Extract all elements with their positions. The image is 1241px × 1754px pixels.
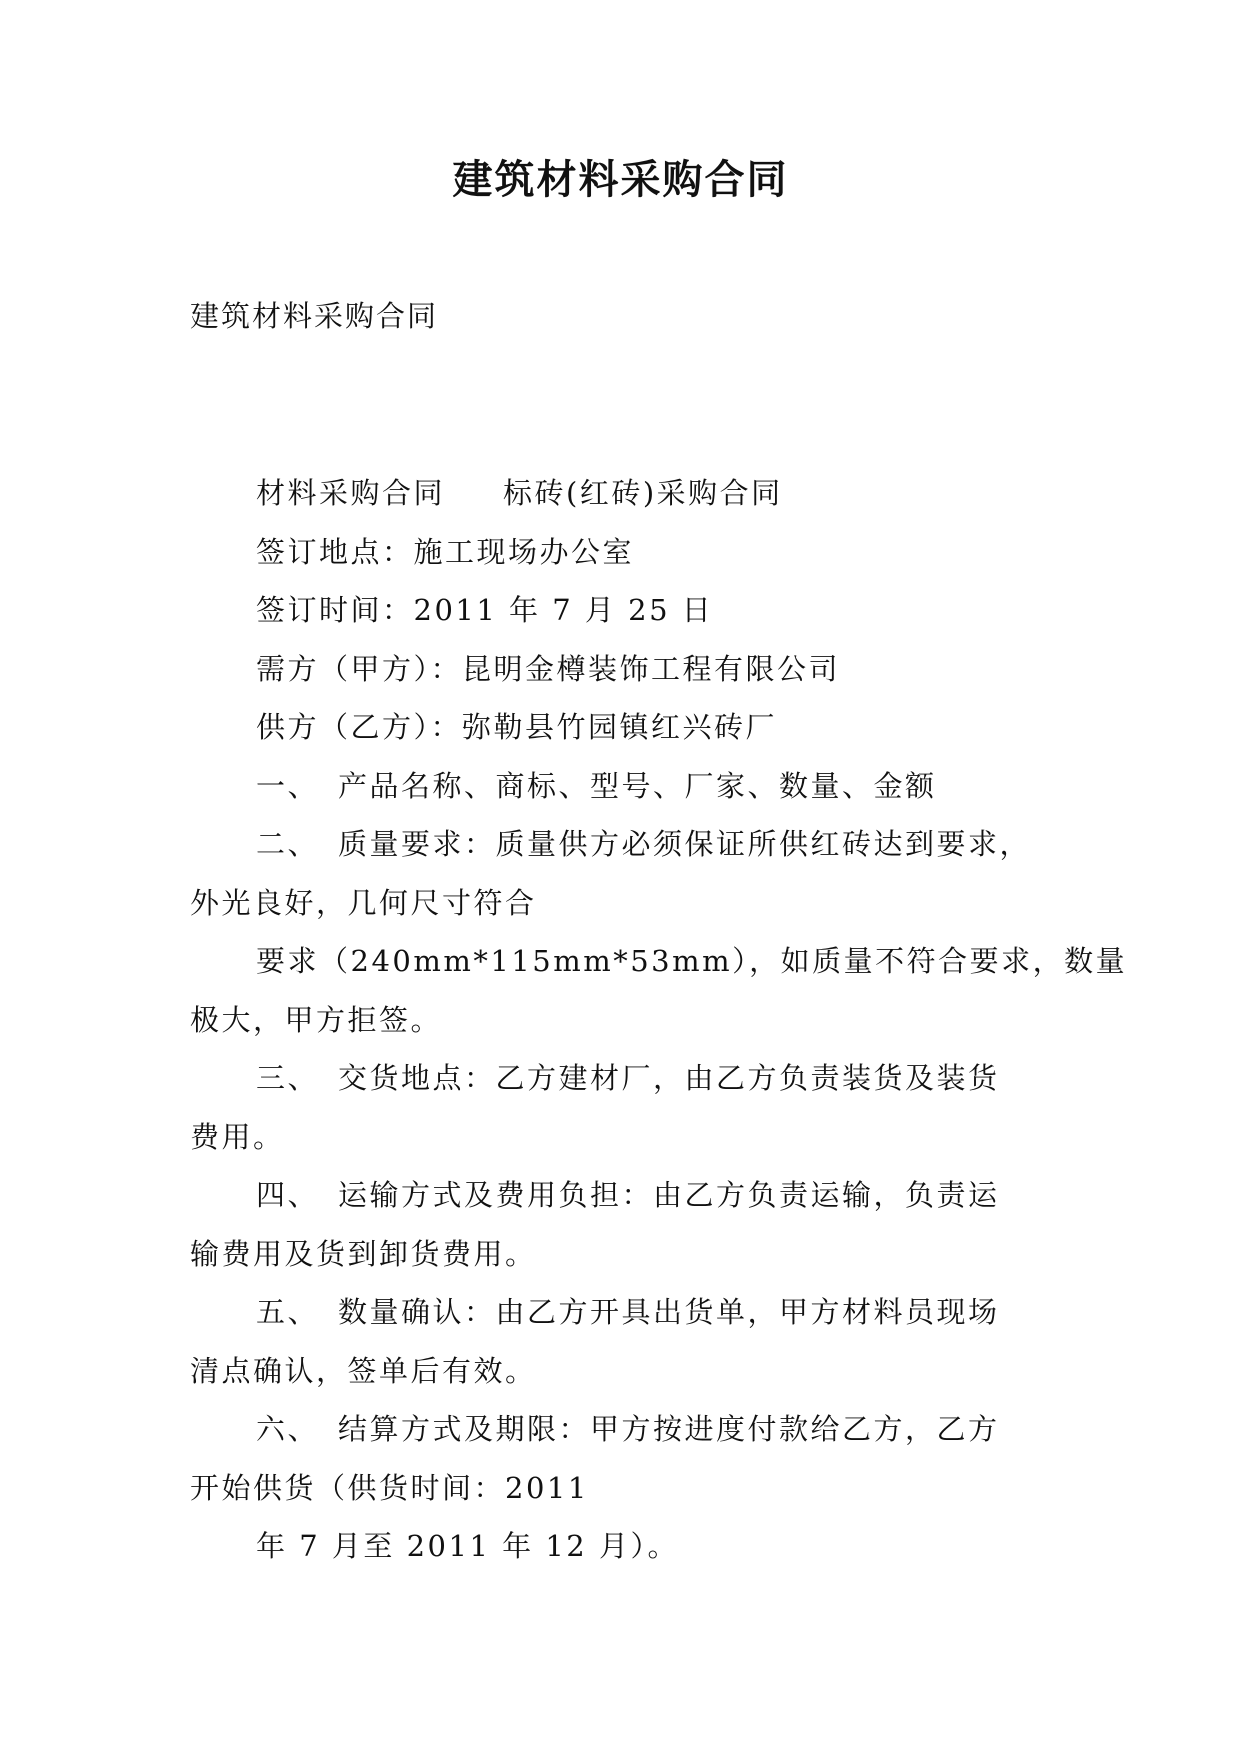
clause-number: 六、	[256, 1412, 320, 1446]
clause-text: 结算方式及期限：甲方按进度付款给乙方，乙方	[338, 1412, 1000, 1446]
clause-number: 四、	[256, 1178, 320, 1212]
clause-text: 质量要求：质量供方必须保证所供红砖达到要求，	[338, 827, 1032, 861]
clause-number: 二、	[256, 827, 320, 861]
clause-5-continued: 清点确认，签单后有效。	[190, 1353, 537, 1388]
contract-header-right: 标砖(红砖)采购合同	[503, 476, 783, 510]
clause-3	[190, 1049, 1060, 1108]
party-b: 供方（乙方）：弥勒县竹园镇红兴砖厂	[256, 710, 778, 744]
clause-4-continued: 输费用及货到卸货费用。	[190, 1236, 537, 1271]
clause-6-period: 年 7 月至 2011 年 12 月）。	[256, 1529, 679, 1563]
contract-header-left: 材料采购合同	[256, 476, 446, 510]
clause-text: 产品名称、商标、型号、厂家、数量、金额	[338, 768, 937, 803]
clause-text: 运输方式及费用负担：由乙方负责运输，负责运	[338, 1178, 1000, 1212]
clause-5	[190, 1283, 1060, 1342]
clause-text: 数量确认：由乙方开具出货单，甲方材料员现场	[338, 1295, 1000, 1329]
sign-place: 签订地点：施工现场办公室	[256, 534, 635, 569]
sign-time: 签订时间：2011 年 7 月 25 日	[256, 593, 714, 627]
clause-6-continued: 开始供货（供货时间：2011	[190, 1470, 589, 1505]
clause-number: 三、	[256, 1061, 320, 1095]
clause-4	[190, 1166, 1060, 1225]
clause-text: 交货地点：乙方建材厂，由乙方负责装货及装货	[338, 1061, 1000, 1095]
clause-3-continued: 费用。	[190, 1119, 285, 1154]
contract-header-line	[190, 464, 1060, 523]
clause-6	[190, 1400, 1060, 1459]
clause-2-requirement: 要求（240mm*115mm*53mm），如质量不符合要求，数量	[256, 944, 1128, 978]
clause-2	[190, 815, 1060, 874]
clause-number: 一、	[256, 768, 320, 803]
clause-number: 五、	[256, 1295, 320, 1329]
clause-2-requirement-continued: 极大，甲方拒签。	[190, 1002, 443, 1037]
document-title: 建筑材料采购合同	[452, 157, 789, 203]
contract-body	[190, 464, 1128, 1576]
clause-2-continued: 外光良好，几何尺寸符合	[190, 885, 537, 920]
clause-1	[190, 757, 1060, 816]
party-a: 需方（甲方）：昆明金樽装饰工程有限公司	[256, 651, 841, 686]
document-subtitle: 建筑材料采购合同	[190, 299, 439, 333]
